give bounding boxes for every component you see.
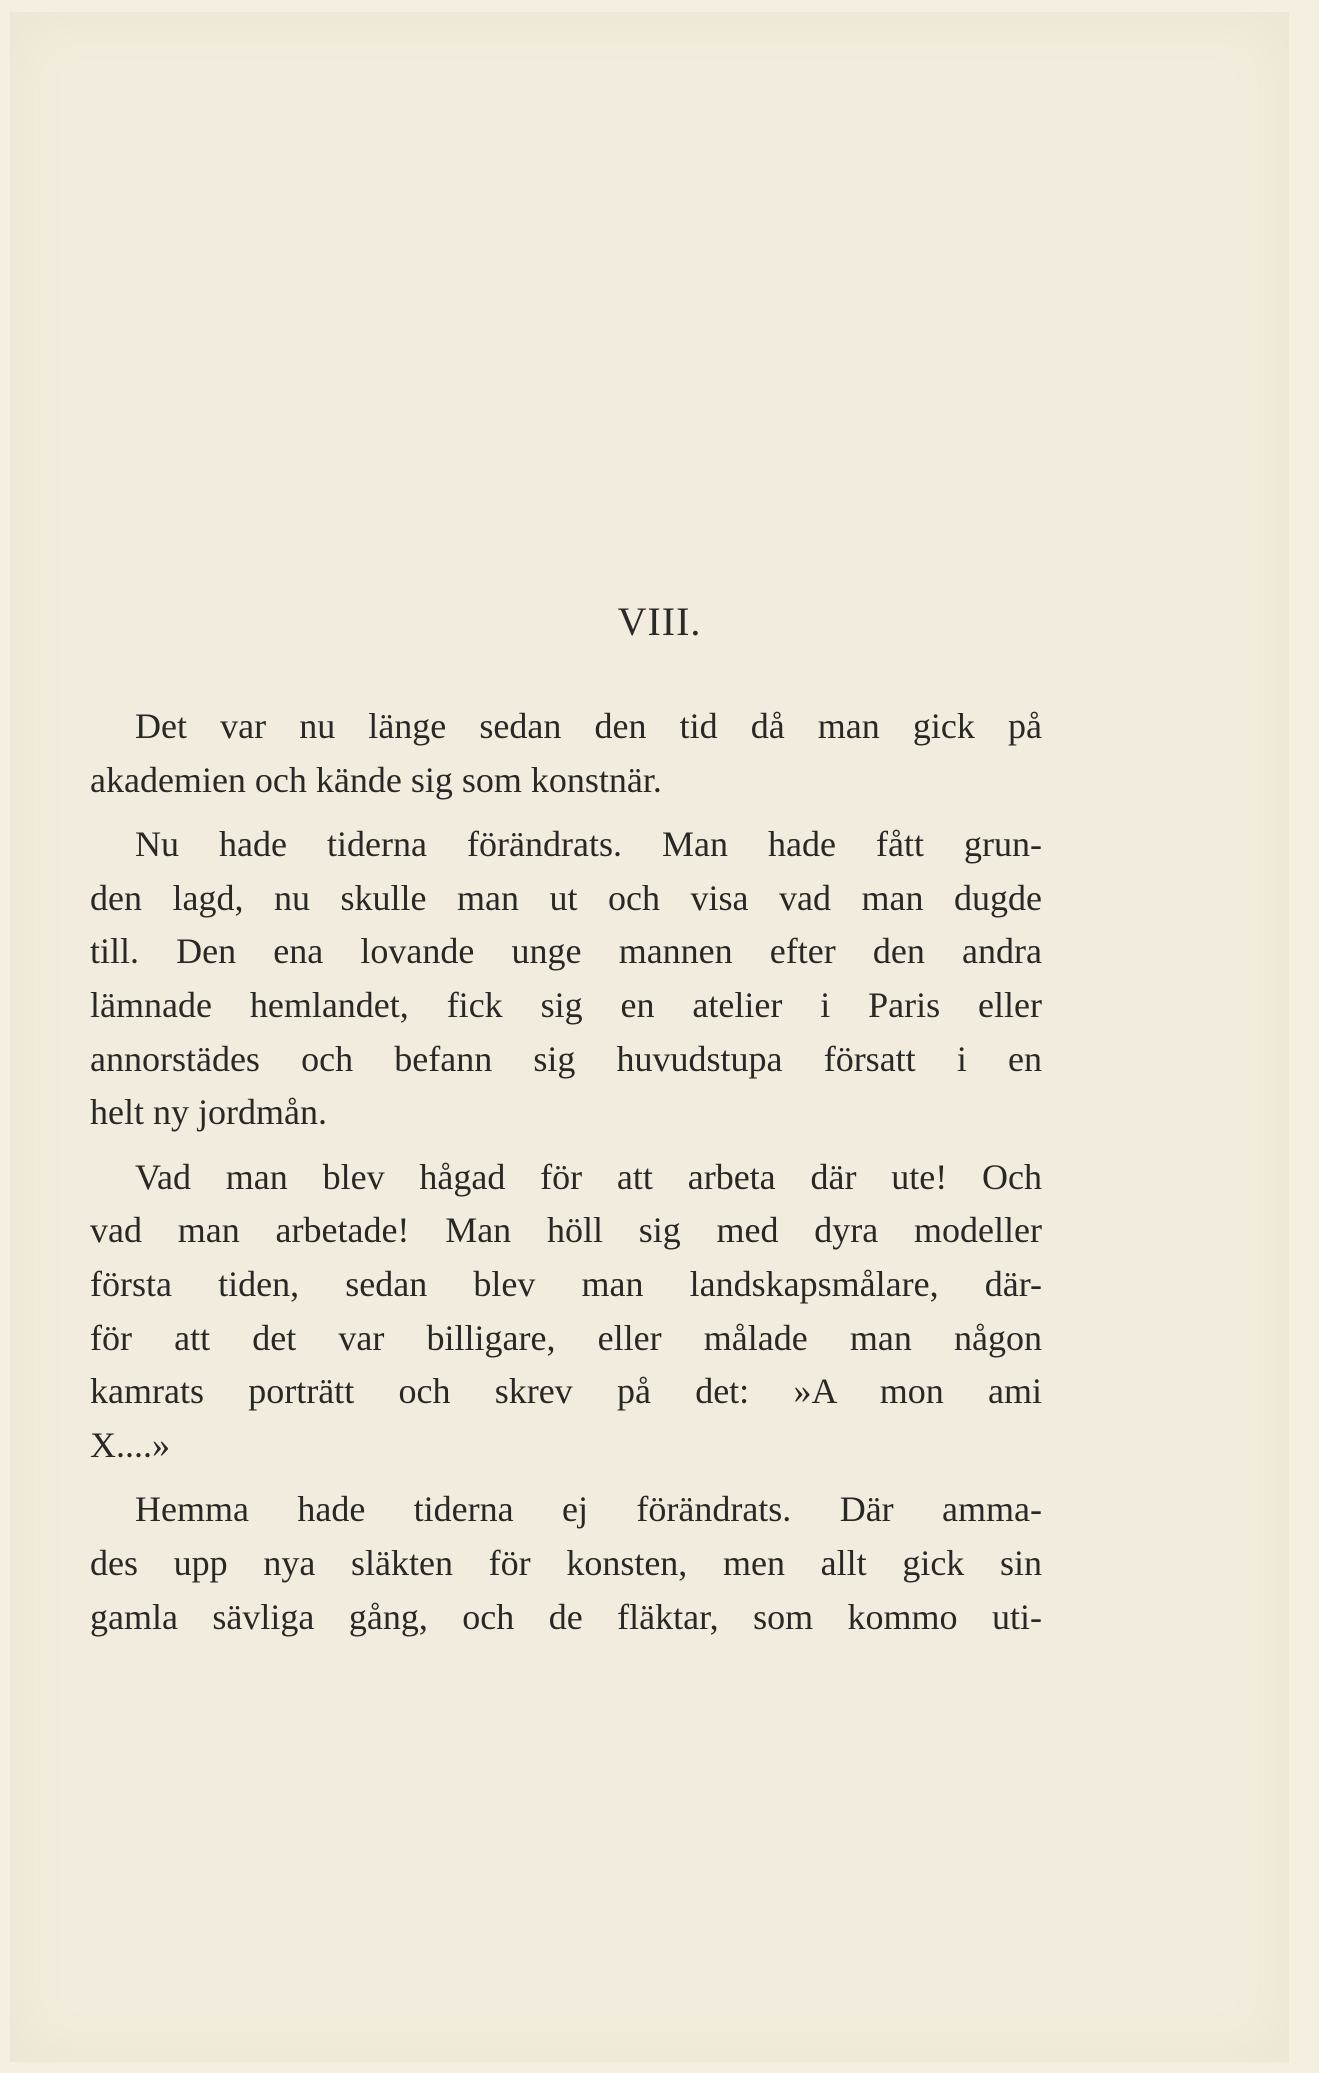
paragraph	[90, 818, 1042, 1140]
text-line: gamla sävliga gång, och de fläktar, som kommo uti-	[90, 1596, 1042, 1637]
text-line: för att det var billigare, eller målade man någon	[90, 1317, 1042, 1358]
text-line: annorstädes och befann sig huvudstupa försatt i en	[90, 1038, 1042, 1079]
text-line: vad man arbetade! Man höll sig med dyra modeller	[90, 1210, 1042, 1251]
text-line: första tiden, sedan blev man landskapsmålare, där-	[90, 1263, 1042, 1304]
text-line: kamrats porträtt och skrev på det: »A mon ami	[90, 1371, 1042, 1412]
text-line: till. Den ena lovande unge mannen efter den andra	[90, 931, 1042, 972]
text-line: Hemma hade tiderna ej förändrats. Där amma-	[135, 1489, 1042, 1530]
text-line: Vad man blev hågad för att arbeta där ute! Och	[135, 1156, 1042, 1197]
body-text	[90, 700, 1042, 1644]
text-line: X....»	[90, 1424, 170, 1465]
text-line: helt ny jordmån.	[90, 1092, 327, 1133]
paragraph	[90, 1151, 1042, 1473]
text-line: lämnade hemlandet, fick sig en atelier i Paris eller	[90, 984, 1042, 1025]
text-line: akademien och kände sig som konstnär.	[90, 759, 662, 800]
text-line: des upp nya släkten för konsten, men allt gick sin	[90, 1542, 1042, 1583]
text-line: Det var nu länge sedan den tid då man gick på	[135, 706, 1042, 746]
paragraph	[90, 1483, 1042, 1644]
text-line: Nu hade tiderna förändrats. Man hade fått grun-	[135, 824, 1042, 865]
text-line: den lagd, nu skulle man ut och visa vad man dugde	[90, 877, 1042, 918]
paragraph	[90, 700, 1042, 807]
chapter-heading: VIII.	[617, 599, 702, 644]
